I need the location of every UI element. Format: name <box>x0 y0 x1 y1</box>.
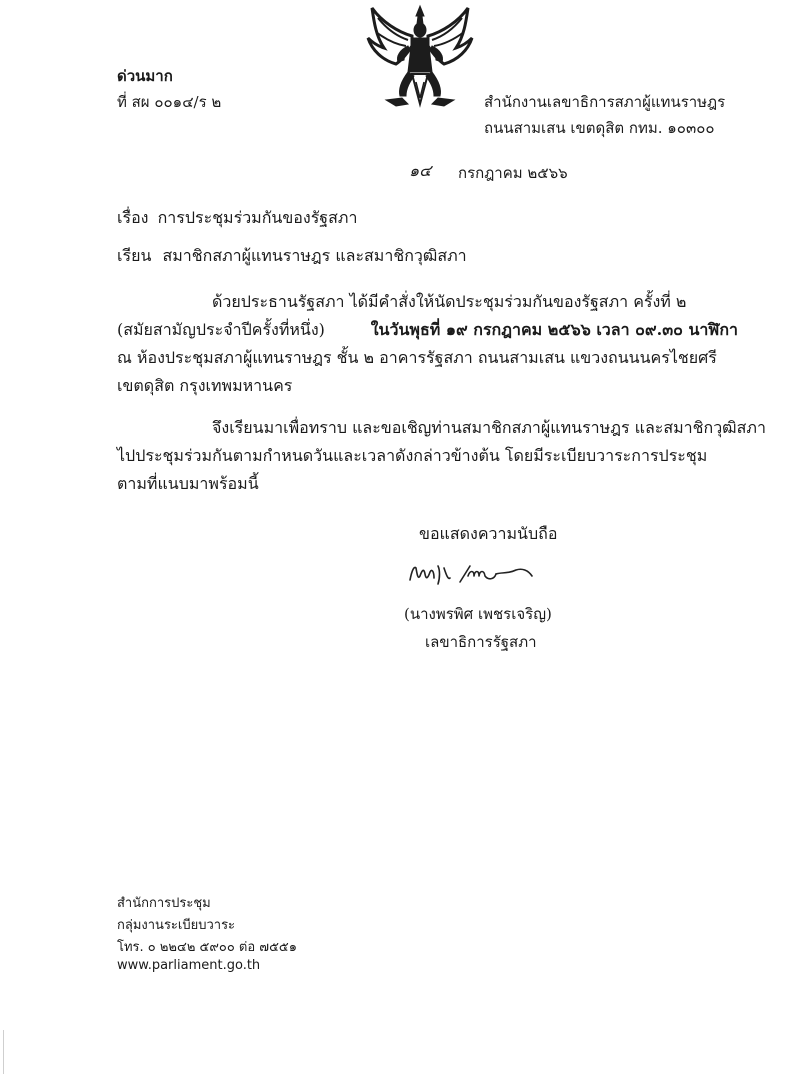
date-day: ๑๔ <box>409 161 432 180</box>
footer-division: กลุ่มงานระเบียบวาระ <box>117 918 236 933</box>
paragraph-1-line-3: ณ ห้องประชุมสภาผู้แทนราษฎร ชั้น ๒ อาคารรัฐสภา ถนนสามเสน แขวงถนนนครไชยศรี <box>117 348 717 367</box>
paragraph-1-line-2 <box>117 318 738 343</box>
paragraph-1-line-1: ด้วยประธานรัฐสภา ได้มีคำสั่งให้นัดประชุมร่วมกันของรัฐสภา ครั้งที่ ๒ <box>212 292 687 311</box>
paragraph-2-line-1: จึงเรียนมาเพื่อทราบ และขอเชิญท่านสมาชิกสภาผู้แทนราษฎร และสมาชิกวุฒิสภา <box>212 418 766 437</box>
reference-number: ที่ สผ ๐๐๑๔/ร ๒ <box>117 93 222 111</box>
date-month-year: กรกฎาคม ๒๕๖๖ <box>458 164 568 182</box>
subject-label: เรื่อง <box>117 208 149 227</box>
paragraph-2-line-3: ตามที่แนบมาพร้อมนี้ <box>117 474 259 493</box>
handwritten-signature <box>404 556 544 592</box>
urgency-label: ด่วนมาก <box>117 67 173 85</box>
footer-office: สำนักการประชุม <box>117 896 211 911</box>
paragraph-2-line-2: ไปประชุมร่วมกันตามกำหนดวันและเวลาดังกล่าวข้างต้น โดยมีระเบียบวาระการประชุม <box>117 446 708 465</box>
signer-name: (นางพรพิศ เพชรเจริญ) <box>404 605 552 623</box>
recipient-text: สมาชิกสภาผู้แทนราษฎร และสมาชิกวุฒิสภา <box>162 246 467 265</box>
scan-edge-line <box>3 1030 4 1074</box>
garuda-emblem-icon <box>362 2 478 110</box>
subject-line <box>117 206 357 231</box>
meeting-datetime: ในวันพุธที่ ๑๙ กรกฎาคม ๒๕๖๖ เวลา ๐๙.๓๐ นาฬิกา <box>370 320 738 339</box>
footer-phone: โทร. ๐ ๒๒๔๒ ๕๙๐๐ ต่อ ๗๕๕๑ <box>117 940 297 955</box>
organization-name: สำนักงานเลขาธิการสภาผู้แทนราษฎร <box>484 93 726 111</box>
recipient-label: เรียน <box>117 246 152 265</box>
signer-title: เลขาธิการรัฐสภา <box>425 633 537 651</box>
closing-salutation: ขอแสดงความนับถือ <box>419 524 558 543</box>
session-description: (สมัยสามัญประจำปีครั้งที่หนึ่ง) <box>117 320 325 339</box>
footer-website: www.parliament.go.th <box>117 958 261 973</box>
recipient-line <box>117 244 467 269</box>
organization-address: ถนนสามเสน เขตดุสิต กทม. ๑๐๓๐๐ <box>484 119 715 137</box>
subject-text: การประชุมร่วมกันของรัฐสภา <box>157 208 358 227</box>
paragraph-1-line-4: เขตดุสิต กรุงเทพมหานคร <box>117 376 293 395</box>
